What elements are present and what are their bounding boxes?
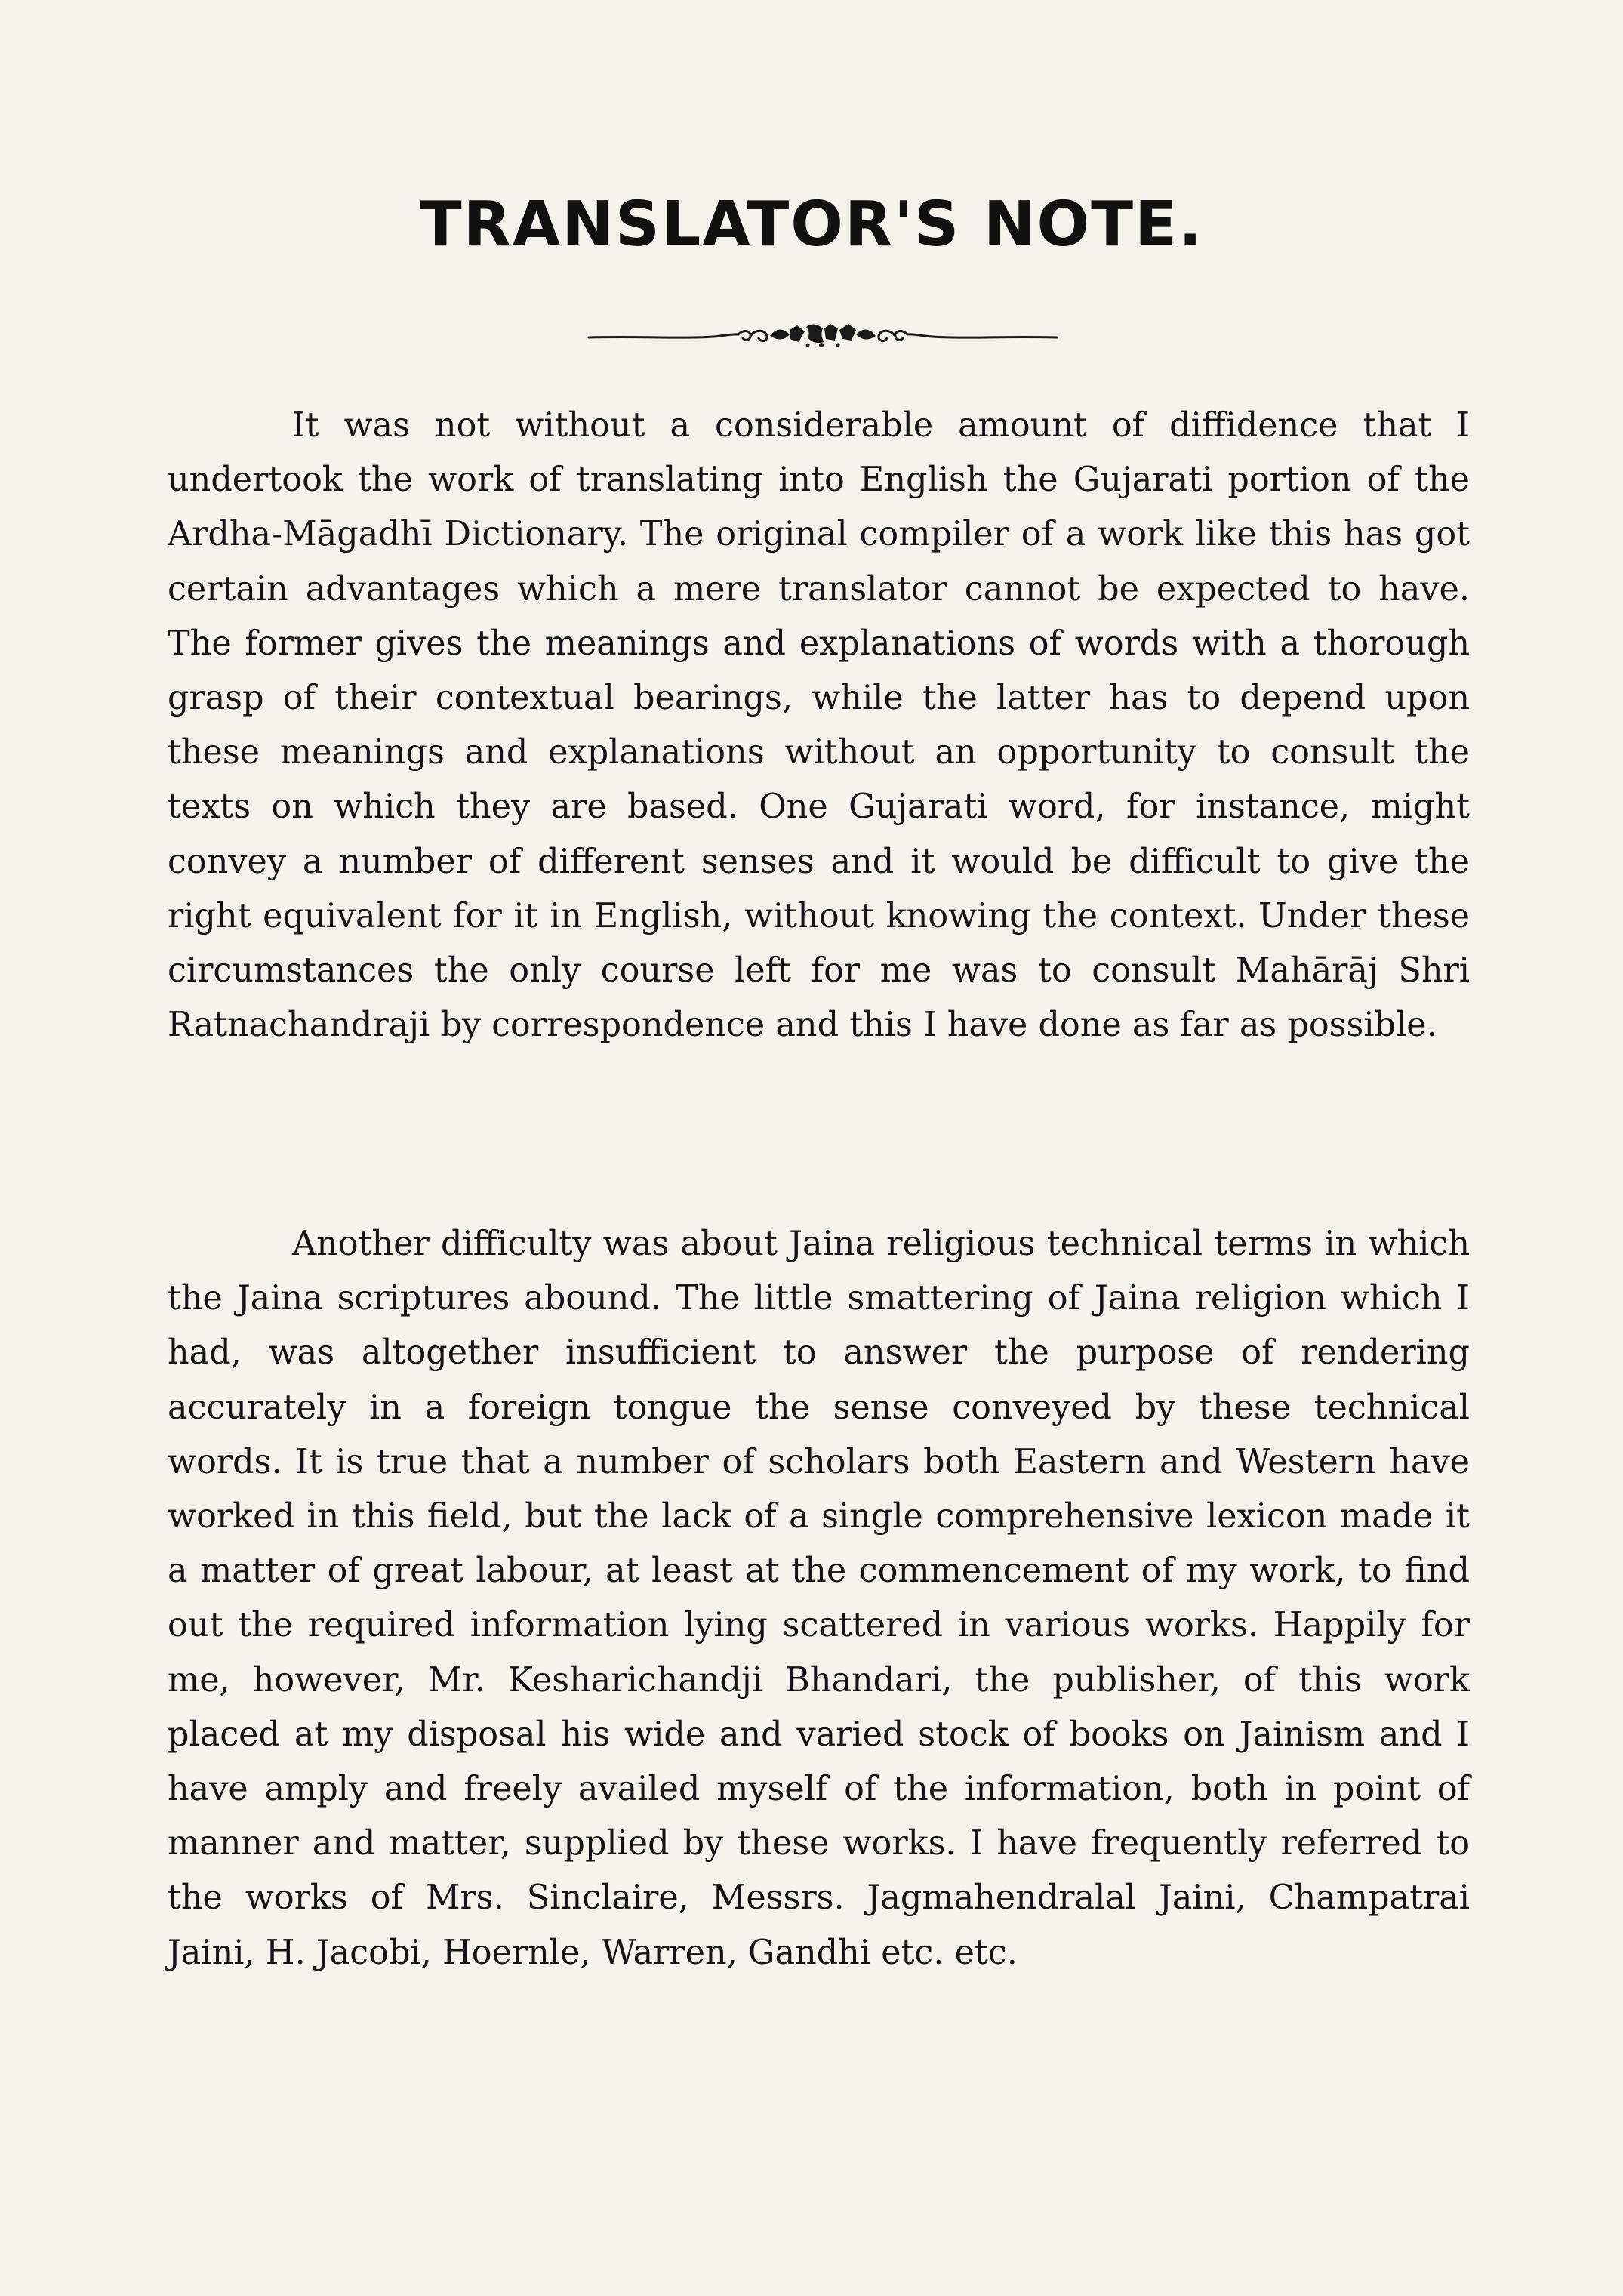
- page-title: TRANSLATOR'S NOTE.: [419, 189, 1204, 260]
- paragraph-2: Another difficulty was about Jaina religious technical terms in which the Jaina scriptures abound. The little smattering of Jaina religion which I had, was altogether insufficient to answer the purpose of rendering accurately in a foreign tongue the sense conveyed by these technical words. It is true that a number of scholars both Eastern and Western have worked in this field, but the lack of a single comprehensive lexicon made it a matter of great labour, at least at the commencement of my work, to find out the required information lying scattered in various works. Happily for me, however, Mr. Kesharichandji Bhandari, the publisher, of this work placed at my disposal his wide and varied stock of books on Jainism and I have amply and freely availed myself of the information, both in point of manner and matter, supplied by these works. I have frequently referred to the works of Mrs. Sinclaire, Messrs. Jagmahendralal Jaini, Champatrai Jaini, H. Jacobi, Hoernle, Warren, Gandhi etc. etc.: [168, 1225, 1470, 1972]
- scroll-ornament-divider-icon: [581, 313, 1064, 359]
- paragraph-1: It was not without a considerable amount of diffidence that I undertook the work of translating into English the Gujarati portion of the Ardha-Māgadhī Dictionary. The original compiler of a work like this has got certain advantages which a mere translator cannot be expected to have. The former gives the meanings and explanations of words with a thorough grasp of their contextual bearings, while the latter has to depend upon these meanings and explanations without an opportunity to consult the texts on which they are based. One Gujarati word, for instance, might convey a number of different senses and it would be difficult to give the right equivalent for it in English, without knowing the context. Under these circumstances the only course left for me was to consult Mahārāj Shri Ratnachandraji by correspondence and this I have done as far as possible.: [168, 406, 1470, 1045]
